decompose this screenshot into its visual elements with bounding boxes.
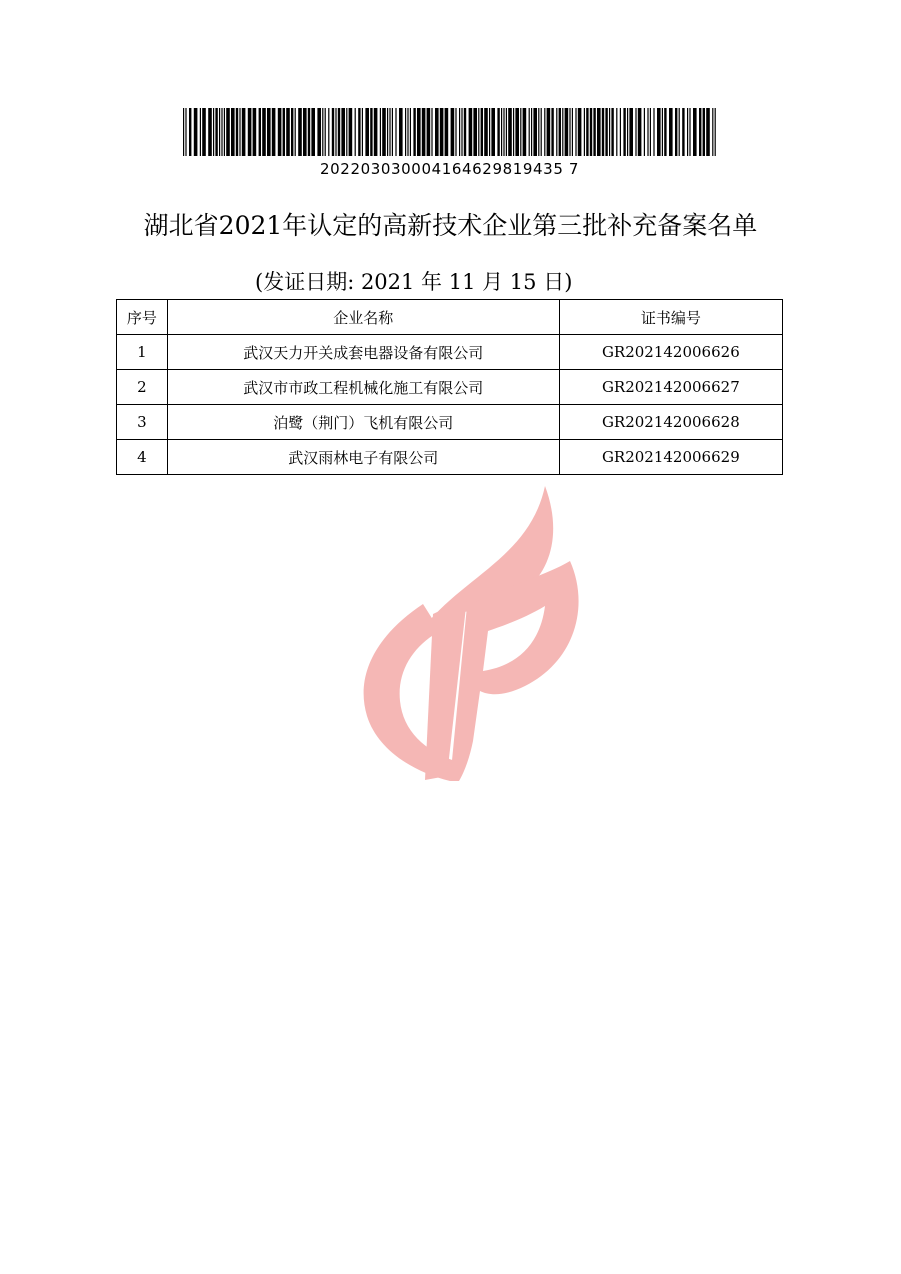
barcode-bar xyxy=(508,108,512,156)
barcode-bar xyxy=(689,108,690,156)
row-certificate-number: GR202142006629 xyxy=(559,440,782,475)
barcode-bar xyxy=(278,108,282,156)
barcode xyxy=(183,108,716,156)
row-serial-number: 4 xyxy=(117,440,168,475)
row-certificate-number: GR202142006628 xyxy=(559,405,782,440)
barcode-bar xyxy=(231,108,235,156)
barcode-bar xyxy=(569,108,570,156)
barcode-bar xyxy=(520,108,521,156)
barcode-bar xyxy=(382,108,386,156)
barcode-bar xyxy=(365,108,369,156)
barcode-bar xyxy=(194,108,198,156)
barcode-bar xyxy=(341,108,345,156)
barcode-bar xyxy=(682,108,684,156)
barcode-bar xyxy=(638,108,642,156)
barcode-bar xyxy=(332,108,334,156)
row-certificate-number: GR202142006627 xyxy=(559,370,782,405)
barcode-bar xyxy=(399,108,403,156)
barcode-bar xyxy=(593,108,595,156)
barcode-bar xyxy=(602,108,604,156)
barcode-bar xyxy=(515,108,519,156)
barcode-bar xyxy=(506,108,507,156)
barcode-bar xyxy=(262,108,266,156)
barcode-bar xyxy=(623,108,625,156)
barcode-bar xyxy=(484,108,488,156)
row-enterprise-name: 泊鹭（荆门）飞机有限公司 xyxy=(167,405,559,440)
barcode-bar xyxy=(538,108,539,156)
table-row xyxy=(117,335,783,370)
barcode-bar xyxy=(370,108,372,156)
barcode-bar xyxy=(338,108,340,156)
barcode-bar xyxy=(627,108,628,156)
barcode-bar xyxy=(662,108,663,156)
row-certificate-number: GR202142006626 xyxy=(559,335,782,370)
barcode-bar xyxy=(239,108,240,156)
barcode-bar xyxy=(635,108,636,156)
barcode-bar xyxy=(215,108,217,156)
barcode-bar xyxy=(575,108,576,156)
table-row xyxy=(117,405,783,440)
barcode-bar xyxy=(706,108,710,156)
row-enterprise-name: 武汉雨林电子有限公司 xyxy=(167,440,559,475)
barcode-bar xyxy=(242,108,246,156)
barcode-bar xyxy=(541,108,542,156)
barcode-bar xyxy=(389,108,390,156)
row-serial-number: 3 xyxy=(117,405,168,440)
row-enterprise-name: 武汉市市政工程机械化施工有限公司 xyxy=(167,370,559,405)
table-header-row xyxy=(117,300,783,335)
barcode-bar xyxy=(464,108,466,156)
document-title: 湖北省2021年认定的高新技术企业第三批补充备案名单 xyxy=(143,211,758,240)
barcode-bar xyxy=(311,108,315,156)
barcode-bar xyxy=(358,108,360,156)
barcode-bar xyxy=(644,108,645,156)
barcode-bar xyxy=(440,108,444,156)
barcode-bar xyxy=(427,108,431,156)
barcode-bar xyxy=(200,108,201,156)
barcode-bar xyxy=(544,108,545,156)
barcode-bar xyxy=(451,108,455,156)
barcode-bar xyxy=(395,108,396,156)
barcode-bar xyxy=(213,108,214,156)
barcode-bar xyxy=(523,108,527,156)
barcode-bar xyxy=(431,108,432,156)
barcode-bar xyxy=(611,108,613,156)
barcode-bar xyxy=(609,108,610,156)
issue-date: (发证日期: 2021 年 11 月 15 日) xyxy=(255,270,573,294)
barcode-bar xyxy=(565,108,569,156)
barcode-bar xyxy=(478,108,479,156)
barcode-bar xyxy=(236,108,238,156)
barcode-bar xyxy=(459,108,460,156)
barcode-bar xyxy=(392,108,393,156)
barcode-bar xyxy=(303,108,307,156)
barcode-bar xyxy=(291,108,293,156)
barcode-bar xyxy=(664,108,666,156)
barcode-bar xyxy=(675,108,677,156)
barcode-bar xyxy=(407,108,408,156)
barcode-bar xyxy=(380,108,381,156)
barcode-bar xyxy=(712,108,713,156)
header-serial-number: 序号 xyxy=(117,300,168,335)
barcode-bar xyxy=(605,108,607,156)
barcode-bar xyxy=(531,108,532,156)
row-serial-number: 2 xyxy=(117,370,168,405)
barcode-bar xyxy=(422,108,426,156)
barcode-bar xyxy=(355,108,356,156)
barcode-bar xyxy=(529,108,530,156)
barcode-bar xyxy=(455,108,456,156)
barcode-bar xyxy=(387,108,388,156)
barcode-bar xyxy=(562,108,563,156)
barcode-bar xyxy=(547,108,551,156)
barcode-bar xyxy=(620,108,621,156)
barcode-bar xyxy=(259,108,261,156)
barcode-bar xyxy=(693,108,697,156)
barcode-bar xyxy=(317,108,321,156)
barcode-bar xyxy=(183,108,184,156)
barcode-bar xyxy=(501,108,502,156)
barcode-bar xyxy=(189,108,191,156)
barcode-bar xyxy=(461,108,462,156)
barcode-bar xyxy=(703,108,705,156)
barcode-bar xyxy=(497,108,499,156)
barcode-bar xyxy=(272,108,276,156)
enterprise-table xyxy=(116,299,783,475)
row-enterprise-name: 武汉天力开关成套电器设备有限公司 xyxy=(167,335,559,370)
table-row xyxy=(117,440,783,475)
barcode-bar xyxy=(679,108,680,156)
barcode-bar xyxy=(584,108,585,156)
barcode-bar xyxy=(653,108,654,156)
barcode-bar xyxy=(219,108,220,156)
barcode-bar xyxy=(335,108,336,156)
barcode-bar xyxy=(503,108,504,156)
barcode-bar xyxy=(362,108,363,156)
barcode-bar xyxy=(657,108,661,156)
barcode-bar xyxy=(349,108,353,156)
barcode-bar xyxy=(551,108,553,156)
barcode-bar xyxy=(417,108,421,156)
barcode-bar xyxy=(687,108,688,156)
barcode-bar xyxy=(185,108,186,156)
barcode-bar xyxy=(445,108,449,156)
barcode-bar xyxy=(650,108,651,156)
row-serial-number: 1 xyxy=(117,335,168,370)
barcode-bar xyxy=(410,108,411,156)
barcode-bar xyxy=(325,108,326,156)
barcode-bar xyxy=(556,108,557,156)
barcode-bar xyxy=(308,108,310,156)
barcode-bar xyxy=(616,108,617,156)
barcode-bar xyxy=(208,108,212,156)
barcode-bar xyxy=(253,108,257,156)
barcode-bar xyxy=(699,108,701,156)
barcode-bar xyxy=(629,108,633,156)
barcode-bar xyxy=(586,108,588,156)
barcode-bar xyxy=(295,108,296,156)
barcode-bar xyxy=(597,108,601,156)
header-enterprise-name: 企业名称 xyxy=(167,300,559,335)
barcode-bar xyxy=(533,108,537,156)
barcode-bar xyxy=(489,108,490,156)
barcode-bar xyxy=(469,108,473,156)
barcode-bar xyxy=(221,108,222,156)
barcode-bar xyxy=(572,108,573,156)
header-certificate-number: 证书编号 xyxy=(559,300,782,335)
barcode-bar xyxy=(298,108,302,156)
barcode-bar xyxy=(405,108,406,156)
barcode-bar xyxy=(346,108,347,156)
table-row xyxy=(117,370,783,405)
barcode-bar xyxy=(669,108,673,156)
barcode-bar xyxy=(413,108,415,156)
barcode-bar xyxy=(226,108,230,156)
barcode-bar xyxy=(590,108,592,156)
barcode-bar xyxy=(513,108,514,156)
barcode-bar xyxy=(286,108,290,156)
barcode-number: 202203030004164629819435 7 xyxy=(320,160,579,178)
ctp-logo-icon xyxy=(355,486,585,786)
barcode-bar xyxy=(715,108,716,156)
barcode-bar xyxy=(283,108,285,156)
barcode-bar xyxy=(559,108,561,156)
barcode-bar xyxy=(374,108,378,156)
barcode-bar xyxy=(202,108,206,156)
barcode-bar xyxy=(322,108,323,156)
barcode-bar xyxy=(267,108,271,156)
barcode-bar xyxy=(435,108,439,156)
barcode-bar xyxy=(481,108,483,156)
barcode-bar xyxy=(473,108,477,156)
barcode-bar xyxy=(328,108,329,156)
barcode-bar xyxy=(491,108,495,156)
barcode-bar xyxy=(248,108,252,156)
barcode-bar xyxy=(578,108,582,156)
barcode-bar xyxy=(647,108,648,156)
barcode-bar xyxy=(224,108,225,156)
